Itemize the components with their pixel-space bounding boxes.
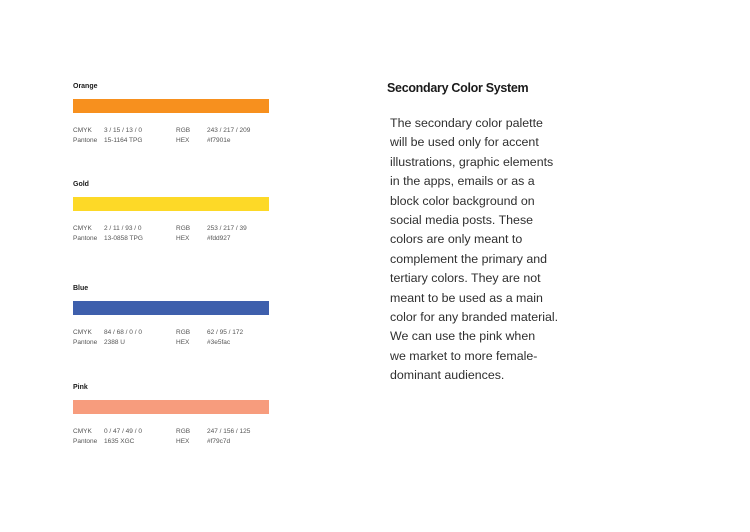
- body-line: tertiary colors. They are not: [390, 271, 541, 286]
- spec-row-cmyk-rgb: [73, 126, 269, 136]
- swatch-name: Pink: [73, 384, 88, 391]
- pantone-label: Pantone: [73, 339, 98, 346]
- color-specs: [73, 427, 269, 447]
- spec-row-cmyk-rgb: [73, 224, 269, 234]
- body-line: complement the primary and: [390, 251, 548, 266]
- rgb-value: 253 / 217 / 39: [207, 225, 247, 232]
- color-specs: [73, 224, 269, 244]
- swatch-pink: [73, 383, 269, 445]
- cmyk-label: CMYK: [73, 428, 92, 435]
- color-specs: [73, 126, 269, 146]
- swatch-name: Blue: [73, 285, 89, 292]
- body-line: in the apps, emails or as a: [390, 174, 535, 189]
- rgb-value: 62 / 95 / 172: [207, 329, 244, 336]
- body-line: social media posts. These: [390, 212, 534, 227]
- hex-value: #f79c7d: [207, 438, 231, 445]
- color-bar: [73, 301, 269, 315]
- swatch-blue: [73, 284, 269, 346]
- cmyk-label: CMYK: [73, 225, 92, 232]
- swatch-name: Gold: [73, 181, 89, 188]
- pantone-value: 15-1164 TPG: [104, 137, 143, 144]
- hex-label: HEX: [176, 438, 190, 445]
- pantone-label: Pantone: [73, 438, 98, 445]
- hex-label: HEX: [176, 339, 190, 346]
- hex-label: HEX: [176, 235, 190, 242]
- color-bar: [73, 99, 269, 113]
- pantone-value: 1635 XGC: [104, 438, 135, 445]
- spec-row-cmyk-rgb: [73, 328, 269, 338]
- color-specs: [73, 328, 269, 348]
- section-body: [390, 114, 590, 385]
- pantone-label: Pantone: [73, 137, 98, 144]
- spec-row-pantone-hex: [73, 136, 269, 146]
- body-line: The secondary color palette: [390, 116, 543, 130]
- body-line: color for any branded material.: [390, 309, 559, 324]
- body-line: dominant audiences.: [390, 368, 505, 383]
- body-line: will be used only for accent: [390, 135, 539, 150]
- rgb-value: 243 / 217 / 209: [207, 127, 251, 134]
- swatch-gold: [73, 180, 269, 242]
- cmyk-label: CMYK: [73, 127, 92, 134]
- color-bar: [73, 400, 269, 414]
- body-line: block color background on: [390, 193, 535, 208]
- swatch-orange: [73, 82, 269, 144]
- cmyk-value: 2 / 11 / 93 / 0: [104, 225, 142, 232]
- hex-label: HEX: [176, 137, 190, 144]
- hex-value: #f7901e: [207, 137, 231, 144]
- swatch-name: Orange: [73, 83, 98, 90]
- cmyk-value: 3 / 15 / 13 / 0: [104, 127, 142, 134]
- hex-value: #fdd927: [207, 235, 231, 242]
- pantone-value: 13-0858 TPG: [104, 235, 143, 242]
- rgb-label: RGB: [176, 329, 191, 336]
- body-line: we market to more female-: [390, 348, 538, 363]
- cmyk-label: CMYK: [73, 329, 92, 336]
- body-line: illustrations, graphic elements: [390, 154, 554, 169]
- body-line: meant to be used as a main: [390, 290, 543, 305]
- rgb-label: RGB: [176, 127, 191, 134]
- pantone-label: Pantone: [73, 235, 98, 242]
- cmyk-value: 0 / 47 / 49 / 0: [104, 428, 142, 435]
- spec-row-pantone-hex: [73, 437, 269, 447]
- spec-row-pantone-hex: [73, 234, 269, 244]
- section-title: Secondary Color System: [387, 81, 529, 95]
- rgb-value: 247 / 156 / 125: [207, 428, 251, 435]
- body-line: colors are only meant to: [390, 232, 523, 247]
- spec-row-cmyk-rgb: [73, 427, 269, 437]
- color-bar: [73, 197, 269, 211]
- rgb-label: RGB: [176, 225, 191, 232]
- hex-value: #3e5fac: [207, 339, 231, 346]
- cmyk-value: 84 / 68 / 0 / 0: [104, 329, 142, 336]
- body-line: We can use the pink when: [390, 329, 536, 344]
- pantone-value: 2388 U: [104, 339, 125, 346]
- rgb-label: RGB: [176, 428, 191, 435]
- spec-row-pantone-hex: [73, 338, 269, 348]
